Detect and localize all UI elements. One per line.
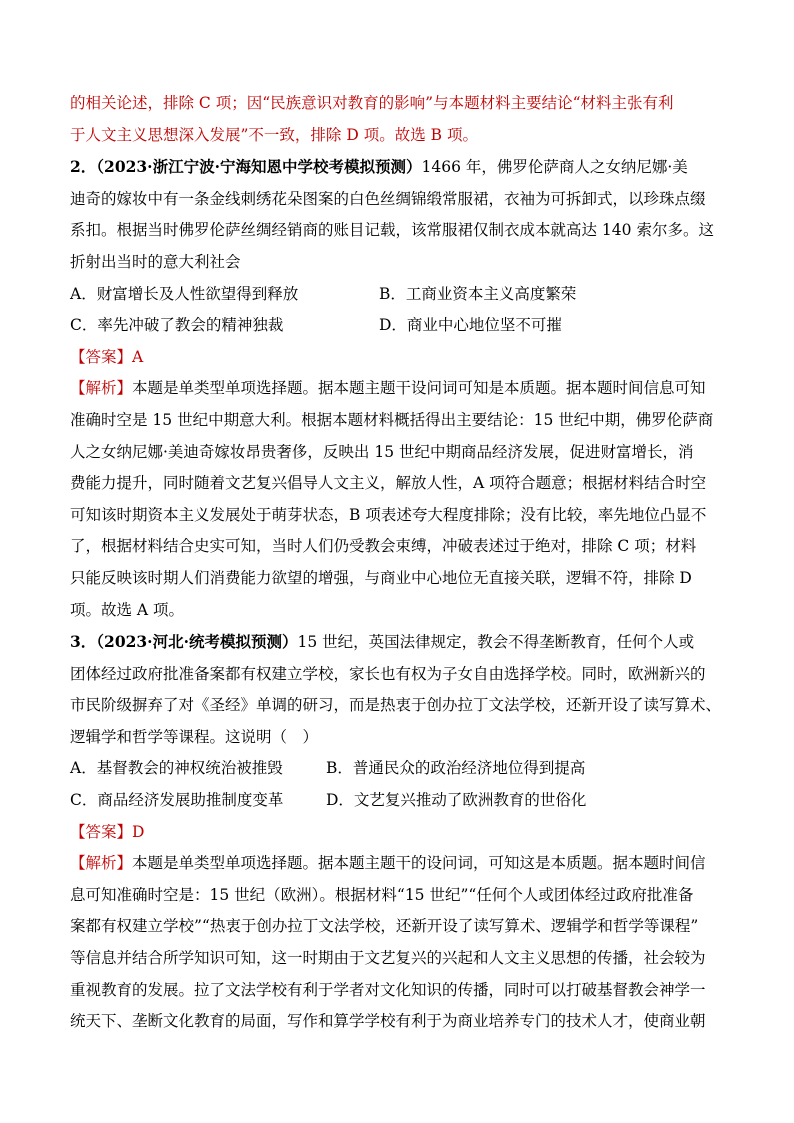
question-2-analysis-line-4: 费能力提升，同时随着文艺复兴倡导人文主义，解放人性，A 项符合题意；根据材料结合时空 (70, 474, 707, 493)
question-2-option-c: C．率先冲破了教会的精神独裁 (70, 316, 284, 335)
question-3-options-row-2 (70, 785, 730, 817)
question-2-stem-line-2: 迪奇的嫁妆中有一条金线刺绣花朵图案的白色丝绸锦缎常服裙，衣袖为可拆卸式，以珍珠点缀 (70, 189, 706, 208)
question-3-analysis-line-4: 等信息并结合所学知识可知，这一时期由于文艺复兴的兴起和人文主义思想的传播，社会较为 (70, 949, 706, 968)
question-2-analysis-line-8: 项。故选 A 项。 (70, 600, 185, 619)
prev-analysis-line-2: 于人文主义思想深入发展”不一致，排除 D 项。故选 B 项。 (70, 125, 478, 144)
question-3-stem-line-2: 团体经过政府批准备案都有权建立学校，家长也有权为子女自由选择学校。同时，欧洲新兴的 (70, 664, 706, 683)
answer-value: A (132, 347, 144, 366)
question-2-options-row-1 (70, 279, 730, 311)
answer-value: D (132, 822, 145, 841)
analysis-text: 本题是单类型单项选择题。据本题主题干设问词可知是本质题。据本题时间信息可知 (132, 379, 706, 398)
question-3-number: 3． (70, 632, 97, 652)
question-3-option-c: C．商品经济发展助推制度变革 (70, 791, 284, 810)
question-3-answer (70, 817, 730, 849)
question-3-option-a: A．基督教会的神权统治被推毁 (70, 759, 283, 778)
question-3-source: （2023·河北·统考模拟预测） (96, 632, 298, 652)
prev-analysis-line-1: 的相关论述，排除 C 项；因“民族意识对教育的影响”与本题材料主要结论“材料主张有利 (70, 94, 674, 112)
question-2-analysis-line-7: 只能反映该时期人们消费能力欲望的增强，与商业中心地位无直接关联，逻辑不符，排除 D (70, 568, 692, 587)
question-2-stem-text-1: 1466 年，佛罗伦萨商人之女纳尼娜·美 (421, 158, 688, 177)
question-2-source: （2023·浙江宁波·宁海知恩中学校考模拟预测） (96, 157, 422, 177)
question-2-option-b: B．工商业资本主义高度繁荣 (379, 284, 577, 303)
question-2-option-d: D．商业中心地位坚不可摧 (379, 316, 562, 335)
question-3-option-d: D．文艺复兴推动了欧洲教育的世俗化 (326, 791, 587, 810)
question-3-options-row-1 (70, 753, 730, 785)
question-3-analysis-line-1 (70, 848, 730, 880)
question-2-options-row-2 (70, 310, 730, 342)
question-2-option-a: A．财富增长及人性欲望得到释放 (70, 284, 299, 303)
question-2-analysis-line-1 (70, 373, 730, 405)
question-3-stem-text-1: 15 世纪，英国法律规定，教会不得垄断教育，任何个人或 (297, 633, 695, 652)
question-3-stem-line-4: 逻辑学和哲学等课程。这说明（ ） (70, 727, 319, 746)
question-2-number: 2． (70, 157, 97, 177)
question-2-analysis-line-2: 准确时空是 15 世纪中期意大利。根据本题材料概括得出主要结论：15 世纪中期，佛罗伦萨商 (70, 410, 714, 429)
question-3-analysis-line-2: 息可知准确时空是：15 世纪（欧洲）。根据材料“15 世纪”“任何个人或团体经过政府批准备 (70, 885, 694, 904)
question-2-analysis-line-3: 人之女纳尼娜·美迪奇嫁妆昂贵奢侈，反映出 15 世纪中期商品经济发展，促进财富增长，消 (70, 442, 694, 461)
question-3-analysis-line-3: 案都有权建立学校”“热衷于创办拉丁文法学校，还新开设了读写算术、逻辑学和哲学等课程” (70, 917, 699, 936)
answer-label: 【答案】 (70, 822, 133, 841)
question-2-stem-line-4: 折射出当时的意大利社会 (70, 252, 241, 271)
question-3-stem-line-1 (70, 626, 730, 659)
analysis-label: 【解析】 (70, 854, 133, 873)
document-body (70, 88, 730, 1038)
question-3-stem-line-3: 市民阶级摒弃了对《圣经》单调的研习，而是热衷于创办拉丁文法学校，还新开设了读写算术、 (70, 696, 722, 715)
question-3-analysis-line-6: 统天下、垄断文化教育的局面，写作和算学学校有利于为商业培养专门的技术人才，使商业朝 (70, 1012, 706, 1031)
analysis-label: 【解析】 (70, 379, 133, 398)
question-2-answer (70, 342, 730, 374)
question-3-analysis-line-5: 重视教育的发展。拉了文法学校有利于学者对文化知识的传播，同时可以打破基督教会神学一 (70, 980, 706, 999)
analysis-text: 本题是单类型单项选择题。据本题主题干的设问词，可知这是本质题。据本题时间信 (132, 854, 706, 873)
question-2-stem-line-3: 系扣。根据当时佛罗伦萨丝绸经销商的账目记载，该常服裙仅制衣成本就高达 140 索尔多。这 (70, 221, 714, 240)
answer-label: 【答案】 (70, 347, 133, 366)
question-2-stem-line-1 (70, 151, 730, 184)
question-3-option-b: B．普通民众的政治经济地位得到提高 (326, 759, 586, 778)
question-2-analysis-line-6: 了，根据材料结合史实可知，当时人们仍受教会束缚，冲破表述过于绝对，排除 C 项；材料 (70, 537, 697, 556)
question-2-analysis-line-5: 可知该时期资本主义发展处于萌芽状态，B 项表述夸大程度排除；没有比较，率先地位凸显不 (70, 505, 707, 524)
